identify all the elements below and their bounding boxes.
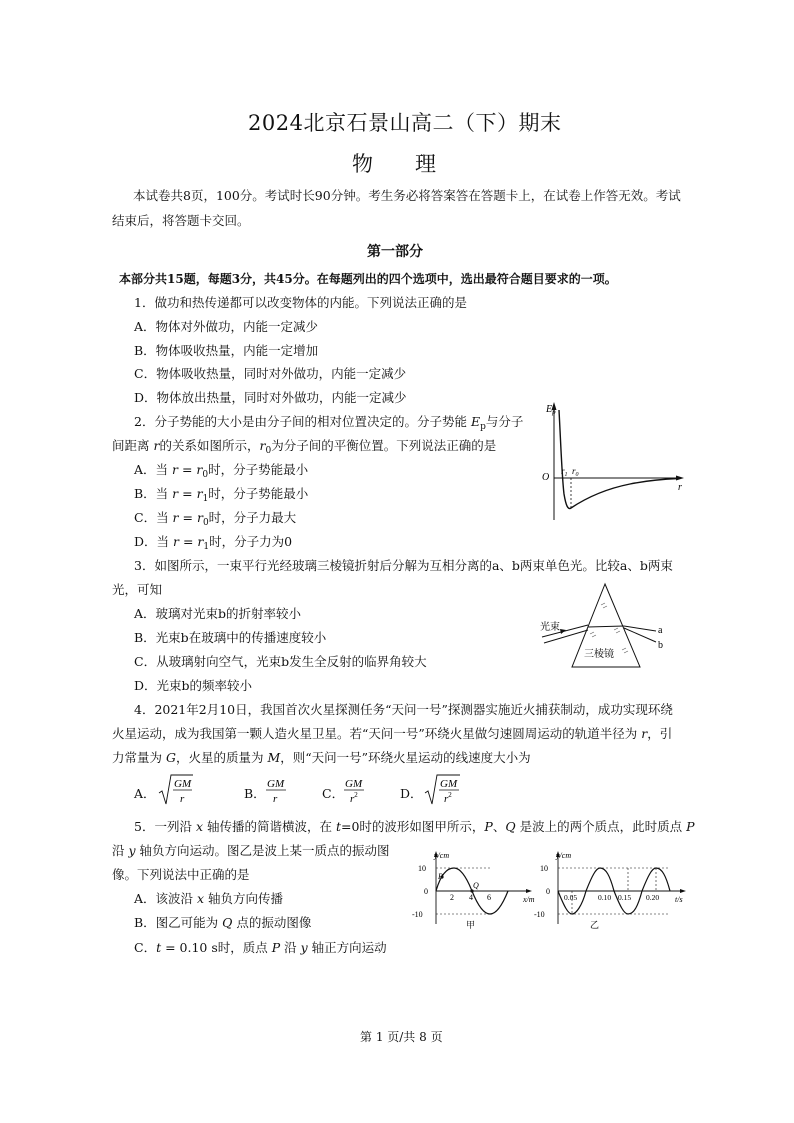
q5-option-a: A．该波沿 x 轴负方向传播	[134, 891, 284, 906]
y-tick-10: 10	[418, 864, 426, 873]
q1-option-c: C．物体吸收热量，同时对外做功，内能一定减少	[134, 366, 407, 381]
q5-stem-line-3: 像。下列说法中正确的是	[112, 867, 250, 882]
q4-option-d-formula	[424, 773, 462, 807]
q3-option-d: D．光束b的频率较小	[134, 678, 253, 693]
q5-stem-line-2: 沿 y 轴负方向运动。图乙是波上某一质点的振动图	[112, 843, 390, 858]
x-tick-4: 4	[469, 893, 473, 902]
q1-stem: 1．做功和热传递都可以改变物体的内能。下列说法正确的是	[134, 295, 467, 310]
r1-label: $r_1$	[561, 466, 568, 478]
q3-option-b: B．光束b在玻璃中的传播速度较小	[134, 630, 327, 645]
glass-hatching	[590, 603, 628, 653]
beam-label: 光束	[540, 622, 560, 633]
t-axis-arrow	[680, 889, 686, 893]
numerator: GM	[267, 778, 285, 790]
beam-a-label: a	[658, 625, 663, 636]
denominator: r	[180, 793, 185, 805]
q-label: Q	[473, 881, 479, 890]
t-tick-020: 0.20	[646, 893, 660, 902]
page-number: 第 1 页/共 8 页	[360, 1030, 443, 1044]
q2-option-b: B．当 $r = r_1$时，分子势能最小	[134, 486, 309, 504]
y-tick-neg10: -10	[412, 910, 423, 919]
q5-option-c: C．t = 0.10 s时，质点 P 沿 y 轴正方向运动	[134, 940, 387, 955]
origin-label: O	[542, 472, 550, 483]
part-heading: 第一部分	[367, 244, 423, 260]
q4-option-c-formula	[342, 773, 370, 807]
intro-line-1: 本试卷共8页，100分。考试时长90分钟。考生务必将答案答在答题卡上，在试卷上作答无效。考试	[133, 188, 681, 203]
p-label: P	[438, 872, 443, 881]
prism-label: 三棱镜	[584, 649, 614, 660]
x-axis-label: x/m	[523, 895, 535, 904]
x-axis-arrow	[526, 889, 532, 893]
y-tick-10: 10	[540, 864, 548, 873]
intro-line-2: 结束后，将答题卡交回。	[112, 213, 250, 228]
numerator: GM	[174, 778, 192, 790]
prism-diagram	[538, 580, 673, 672]
q4-stem-line-2: 火星运动，成为我国第一颗人造火星卫星。若“天问一号”环绕火星做匀速圆周运动的轨道半径为 r，引	[112, 726, 673, 741]
y-tick-0: 0	[424, 887, 428, 896]
y-axis-label: y/cm	[556, 851, 572, 860]
x-tick-2: 2	[450, 893, 454, 902]
denominator: $r^2$	[444, 791, 452, 805]
y-axis-label: y/cm	[434, 851, 450, 860]
t-tick-010: 0.10	[598, 893, 612, 902]
y-axis-label: $E_p$	[546, 404, 556, 416]
q4-stem-line-1: 4．2021年2月10日，我国首次火星探测任务“天问一号”探测器实施近火捕获制动，成功实现环绕	[134, 702, 673, 717]
energy-curve	[559, 410, 678, 508]
denominator: r	[273, 793, 278, 805]
potential-energy-graph	[540, 398, 690, 524]
refracted-beam	[588, 626, 624, 627]
vibration-graph-yi	[534, 848, 694, 930]
q2-option-a: A．当 $r = r_0$时，分子势能最小	[134, 462, 309, 480]
wave-graph-jia	[410, 848, 545, 930]
q4-option-a-label: A．	[134, 786, 156, 801]
t-tick-005: 0.05	[564, 893, 578, 902]
subject-title: 物 理	[352, 152, 436, 176]
q4-stem-line-3: 力常量为 G，火星的质量为 M，则“天问一号”环绕火星运动的线速度大小为	[112, 750, 531, 765]
x-tick-6: 6	[487, 893, 491, 902]
q2-option-d: D．当 $r = r_1$时，分子力为0	[134, 534, 293, 552]
r0-label: $r_0$	[572, 466, 579, 478]
x-axis-label: r	[678, 482, 682, 493]
q1-option-b: B．物体吸收热量，内能一定增加	[134, 343, 319, 358]
q4-option-d-label: D．	[400, 786, 423, 801]
caption-jia: 甲	[466, 920, 476, 930]
q1-option-d: D．物体放出热量，同时对外做功，内能一定减少	[134, 390, 407, 405]
q5-option-b: B．图乙可能为 Q 点的振动图像	[134, 915, 312, 930]
q4-option-c-label: C．	[322, 786, 345, 801]
beam-arrow	[560, 629, 566, 634]
numerator: GM	[440, 778, 458, 790]
caption-yi: 乙	[590, 920, 600, 930]
part-instruction: 本部分共15题，每题3分，共45分。在每题列出的四个选项中，选出最符合题目要求的一项。	[119, 272, 617, 286]
q4-option-a-formula	[158, 773, 194, 807]
q3-stem-line-2: 光，可知	[112, 582, 163, 597]
y-tick-0: 0	[546, 887, 550, 896]
q3-option-c: C．从玻璃射向空气，光束b发生全反射的临界角较大	[134, 654, 427, 669]
q2-option-c: C．当 $r = r_0$时，分子力最大	[134, 510, 297, 528]
numerator: GM	[345, 778, 363, 790]
denominator: $r^2$	[350, 791, 358, 805]
t-axis-label: t/s	[675, 895, 683, 904]
q4-option-b-label: B．	[244, 786, 266, 801]
beam-b-label: b	[658, 640, 663, 651]
q4-option-b-formula	[264, 773, 290, 807]
q3-option-a: A．玻璃对光束b的折射率较小	[134, 606, 302, 621]
q2-stem-line-2: 间距离 r的关系如图所示，$r_0$为分子间的平衡位置。下列说法正确的是	[112, 438, 497, 456]
q3-stem-line-1: 3．如图所示，一束平行光经玻璃三棱镜折射后分解为互相分离的a、b两束单色光。比较a、b两束	[134, 558, 673, 573]
page-title: 2024北京石景山高二（下）期末	[248, 111, 562, 135]
y-tick-neg10: -10	[534, 910, 545, 919]
q1-option-a: A．物体对外做功，内能一定减少	[134, 319, 319, 334]
q2-stem-line-1: 2．分子势能的大小是由分子间的相对位置决定的。分子势能 $E_p$与分子	[134, 414, 524, 432]
t-tick-015: 0.15	[618, 893, 632, 902]
q5-stem-line-1: 5．一列沿 x 轴传播的简谐横波，在 t=0时的波形如图甲所示，P、Q 是波上的两个质点，此时质点 P	[134, 819, 695, 834]
